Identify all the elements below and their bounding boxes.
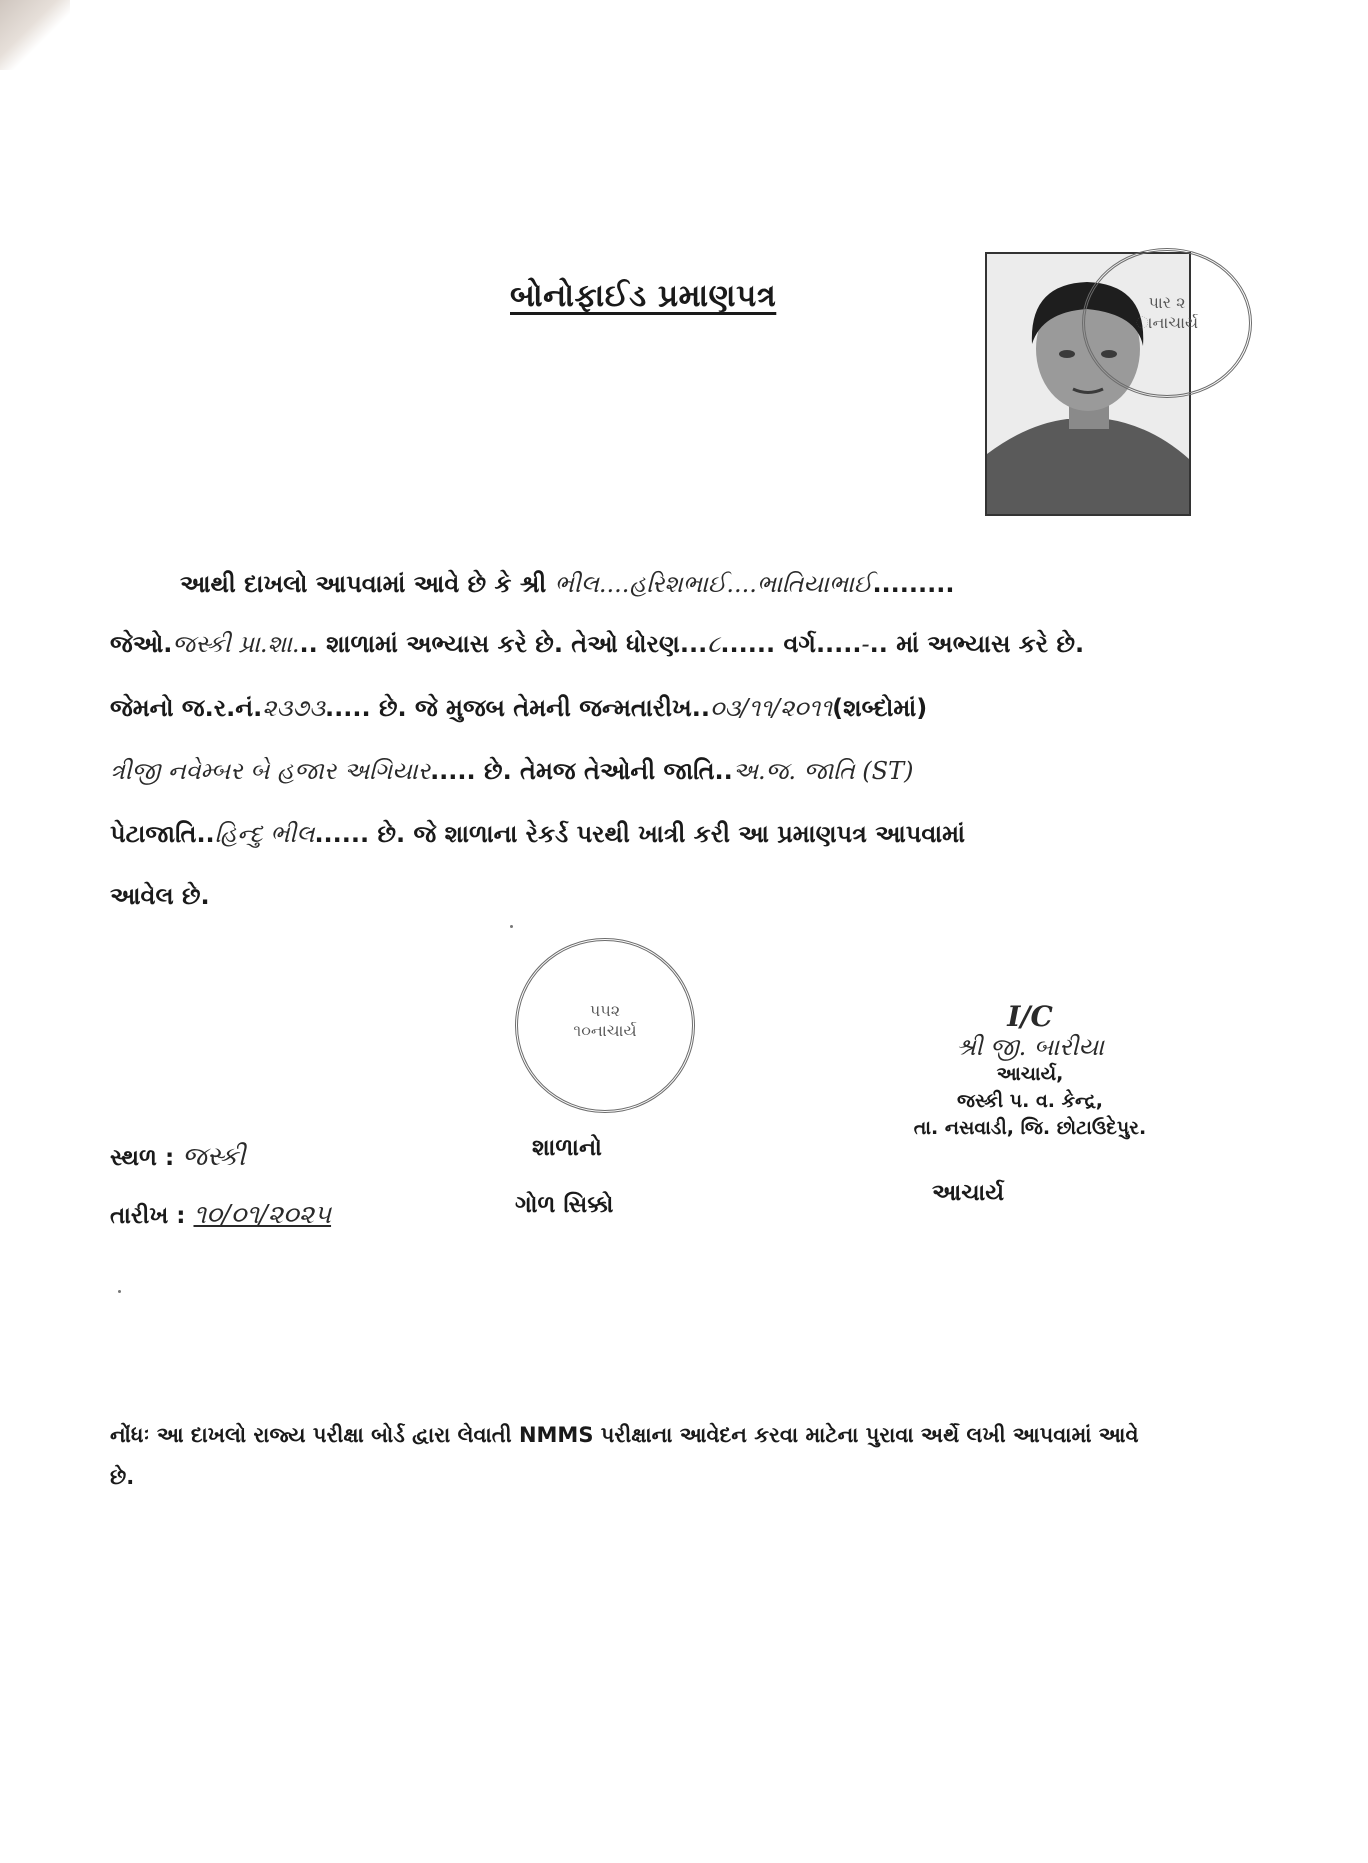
certificate-line-2: જેઓ.જસ્કી પ્રા.શા... શાળામાં અભ્યાસ કરે છે. તેઓ ધોરણ...૮...... વર્ગ.....-.. માં અભ્યાસ કરે છે. bbox=[110, 630, 1085, 658]
register-no-field: ૨૩૭૩ bbox=[262, 694, 325, 722]
signature-initials: I/C bbox=[1007, 1000, 1053, 1033]
line3-mid: છે. જે મુજબ તેમની જન્મતારીખ bbox=[378, 694, 692, 722]
student-name-field: ભીલ....હરિશભાઈ....ભાતિયાભાઈ bbox=[554, 570, 873, 598]
line3-suffix: (શબ્દોમાં) bbox=[832, 694, 928, 722]
date-row bbox=[110, 1200, 331, 1231]
line2-div-label: વર્ગ bbox=[783, 630, 816, 658]
line3-prefix: જેમનો જ.ર.નં. bbox=[110, 694, 263, 722]
date-value: ૧૦/૦૧/૨૦૨૫ bbox=[193, 1200, 332, 1230]
page-corner-fold bbox=[0, 0, 70, 70]
principal-signature-block bbox=[880, 1000, 1180, 1142]
photo-school-stamp bbox=[1082, 248, 1252, 398]
principal-address: તા. નસવાડી, જિ. છોટાઉદેપુર. bbox=[913, 1117, 1147, 1139]
principal-school: જસ્કી પ. વ. કેન્દ્ર, bbox=[956, 1090, 1104, 1112]
school-seal-line-1: પ૫૨ bbox=[589, 1001, 621, 1020]
birth-date-words-field: ત્રીજી નવેમ્બર બે હજાર અગિયાર bbox=[110, 757, 431, 785]
line2-mid: શાળામાં અભ્યાસ કરે છે. તેઓ ધોરણ bbox=[326, 630, 680, 658]
line1-prefix: આથી દાખલો આપવામાં આવે છે કે શ્રી bbox=[180, 570, 547, 598]
birth-date-field: ૦૩/૧૧/૨૦૧૧ bbox=[709, 694, 833, 722]
scan-speck bbox=[118, 1290, 121, 1293]
sub-caste-field: હિન્દુ ભીલ bbox=[214, 820, 315, 848]
certificate-title: બોનોફાઈડ પ્રમાણપત્ર bbox=[510, 278, 777, 314]
school-round-seal bbox=[515, 938, 695, 1113]
certificate-line-1: આથી દાખલો આપવામાં આવે છે કે શ્રી ભીલ....હરિશભાઈ....ભાતિયાભાઈ......... bbox=[180, 570, 955, 598]
caste-field: અ.જ. જાતિ (ST) bbox=[732, 757, 914, 785]
scan-speck bbox=[510, 925, 513, 928]
principal-label: આચાર્ય bbox=[932, 1180, 1005, 1206]
place-row bbox=[110, 1142, 245, 1173]
standard-field: ૮ bbox=[707, 630, 721, 658]
certificate-note: નોંધઃ આ દાખલો રાજ્ય પરીક્ષા બોર્ડ દ્વારા લેવાતી NMMS પરીક્ષાના આવેદન કરવા માટેના પુરાવા અર્થે લખી આપવામાં આવે છે. bbox=[110, 1423, 1139, 1489]
school-name-field: જસ્કી પ્રા.શા. bbox=[172, 630, 300, 658]
certificate-line-6: આવેલ છે. bbox=[110, 882, 210, 910]
line5-suffix: છે. જે શાળાના રેકર્ડ પરથી ખાત્રી કરી આ પ્રમાણપત્ર આપવામાં bbox=[377, 820, 965, 848]
seal-label-1: શાળાનો bbox=[532, 1135, 602, 1161]
photo-stamp-line-1: પાર ૨ bbox=[1148, 293, 1186, 312]
division-field: - bbox=[861, 630, 870, 658]
photo-stamp-line-2: ાનાચાર્ય bbox=[1135, 313, 1199, 332]
certificate-line-5: પેટાજાતિ..હિન્દુ ભીલ...... છે. જે શાળાના રેકર્ડ પરથી ખાત્રી કરી આ પ્રમાણપત્ર આપવામાં bbox=[110, 820, 965, 848]
place-value: જસ્કી bbox=[182, 1142, 246, 1172]
place-label: સ્થળ : bbox=[110, 1145, 175, 1171]
certificate-line-4: ત્રીજી નવેમ્બર બે હજાર અગિયાર..... છે. તેમજ તેઓની જાતિ..અ.જ. જાતિ (ST) bbox=[110, 757, 914, 785]
certificate-line-3: જેમનો જ.ર.નં.૨૩૭૩..... છે. જે મુજબ તેમની જન્મતારીખ..૦૩/૧૧/૨૦૧૧(શબ્દોમાં) bbox=[110, 694, 928, 722]
date-label: તારીખ : bbox=[110, 1203, 186, 1229]
school-seal-line-2: ૧૦નાચાર્ય bbox=[573, 1021, 637, 1040]
line4-mid: છે. તેમજ તેઓની જાતિ bbox=[484, 757, 715, 785]
line5-prefix: પેટાજાતિ bbox=[110, 820, 197, 848]
line2-prefix: જેઓ. bbox=[110, 630, 173, 658]
principal-title: આચાર્ય, bbox=[996, 1063, 1064, 1085]
signature-name: શ્રી જી. બારીયા bbox=[956, 1033, 1104, 1061]
line2-suffix: માં અભ્યાસ કરે છે. bbox=[896, 630, 1085, 658]
seal-label-2: ગોળ સિક્કો bbox=[515, 1192, 614, 1218]
